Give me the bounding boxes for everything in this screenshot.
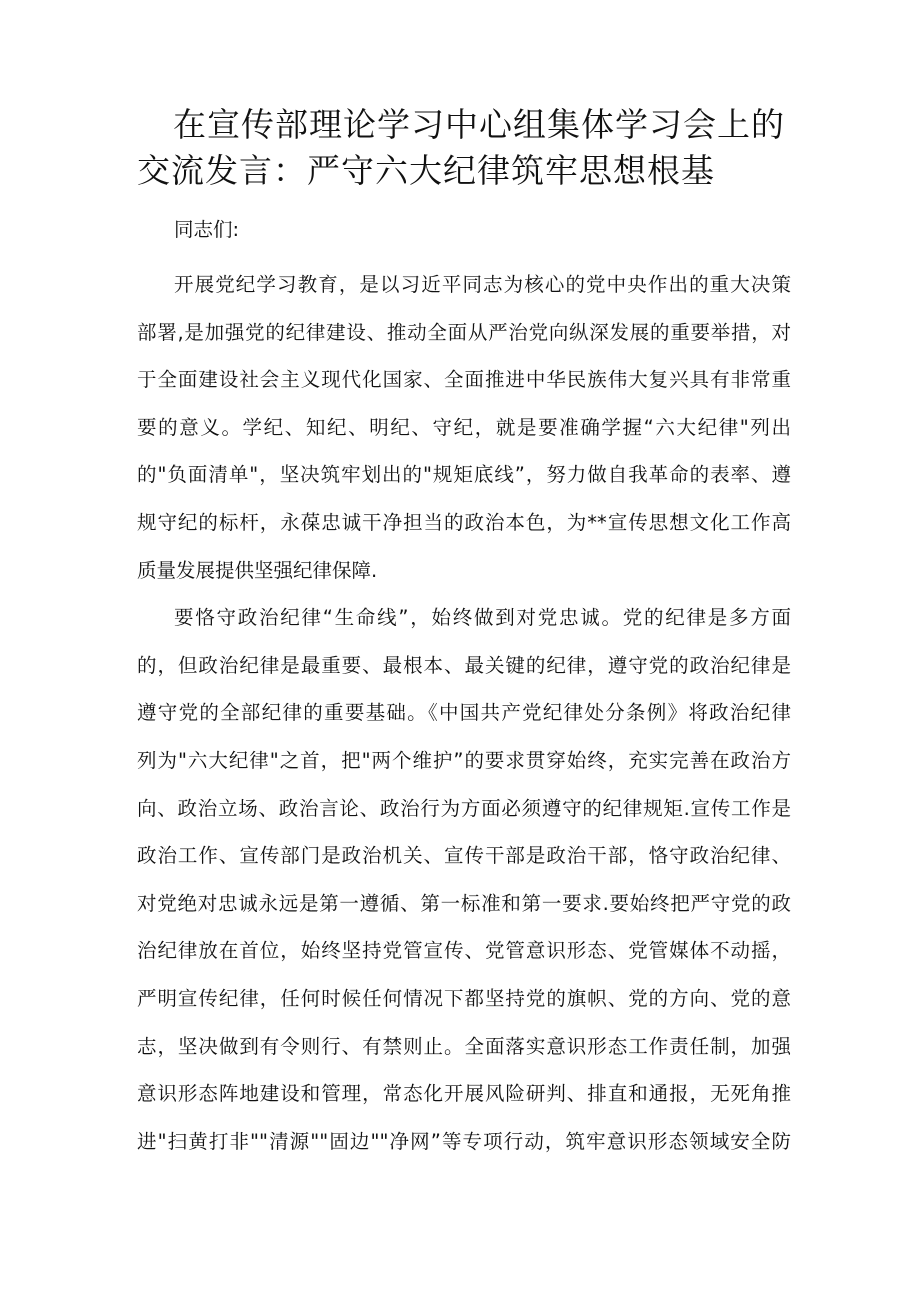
paragraph-line: 要的意义。学纪、知纪、明纪、守纪，就是要准确学握“六大纪律"列出 bbox=[137, 415, 791, 439]
title-line-1: 在宣传部理论学习中心组集体学习会上的 bbox=[173, 105, 785, 144]
paragraph-line: 意识形态阵地建设和管理，常态化开展风险研判、排直和通报，无死角推 bbox=[137, 1082, 791, 1106]
paragraph-line: 开展党纪学习教育，是以习近平同志为核心的党中央作出的重大决策 bbox=[174, 273, 791, 296]
paragraph-line: 向、政治立场、政治言论、政治行为方面必须遵守的纪律规矩.宣传工作是 bbox=[137, 796, 791, 820]
paragraph-line: 的"负面清单"，坚决筑牢划出的"规矩底线”，努力做自我革命的表率、遵 bbox=[137, 463, 791, 487]
paragraph-line: 要恪守政治纪律“生命线”，始终做到对党忠诚。党的纪律是多方面 bbox=[174, 606, 791, 630]
greeting: 同志们: bbox=[174, 218, 240, 241]
paragraph-2 bbox=[137, 594, 791, 1165]
paragraph-line: 的，但政治纪律是最重要、最根本、最关键的纪律，遵守党的政治纪律是 bbox=[137, 653, 791, 677]
paragraph-line: 治纪律放在首位，始终坚持党管宣传、党管意识形态、党管媒体不动摇， bbox=[137, 939, 791, 963]
paragraph-line: 政治工作、宣传部门是政治机关、宣传干部是政治干部，恪守政治纪律、 bbox=[137, 844, 791, 868]
paragraph-1 bbox=[137, 261, 791, 594]
document-body bbox=[137, 261, 791, 1165]
paragraph-line: 质量发展提供坚强纪律保障. bbox=[137, 558, 378, 582]
paragraph-line: 进"扫黄打非""清源""固边""净网”等专项行动，筑牢意识形态领域安全防 bbox=[137, 1129, 791, 1153]
paragraph-line: 严明宣传纪律，任何时候任何情况下都坚持党的旗帜、党的方向、党的意 bbox=[137, 986, 791, 1010]
document-title bbox=[137, 102, 787, 194]
paragraph-line: 部署,是加强党的纪律建设、推动全面从严治党向纵深发展的重要举措，对 bbox=[137, 320, 791, 344]
title-line-2: 交流发言：严守六大纪律筑牢思想根基 bbox=[137, 151, 715, 190]
paragraph-line: 于全面建设社会主义现代化国家、全面推进中华民族伟大复兴具有非常重 bbox=[137, 368, 791, 392]
paragraph-line: 对党绝对忠诚永远是第一遵循、第一标准和第一要求.要始终把严守党的政 bbox=[137, 891, 791, 915]
paragraph-line: 列为"六大纪律"之首，把"两个维护”的要求贯穿始终，充实完善在政治方 bbox=[137, 748, 791, 772]
paragraph-line: 志，坚决做到有令则行、有禁则止。全面落实意识形态工作责任制，加强 bbox=[137, 1034, 791, 1058]
paragraph-line: 遵守党的全部纪律的重要基础。《中国共产党纪律处分条例》将政治纪律 bbox=[137, 701, 791, 725]
paragraph-line: 规守纪的标杆，永葆忠诚干净担当的政治本色，为**宣传思想文化工作高 bbox=[137, 510, 791, 534]
